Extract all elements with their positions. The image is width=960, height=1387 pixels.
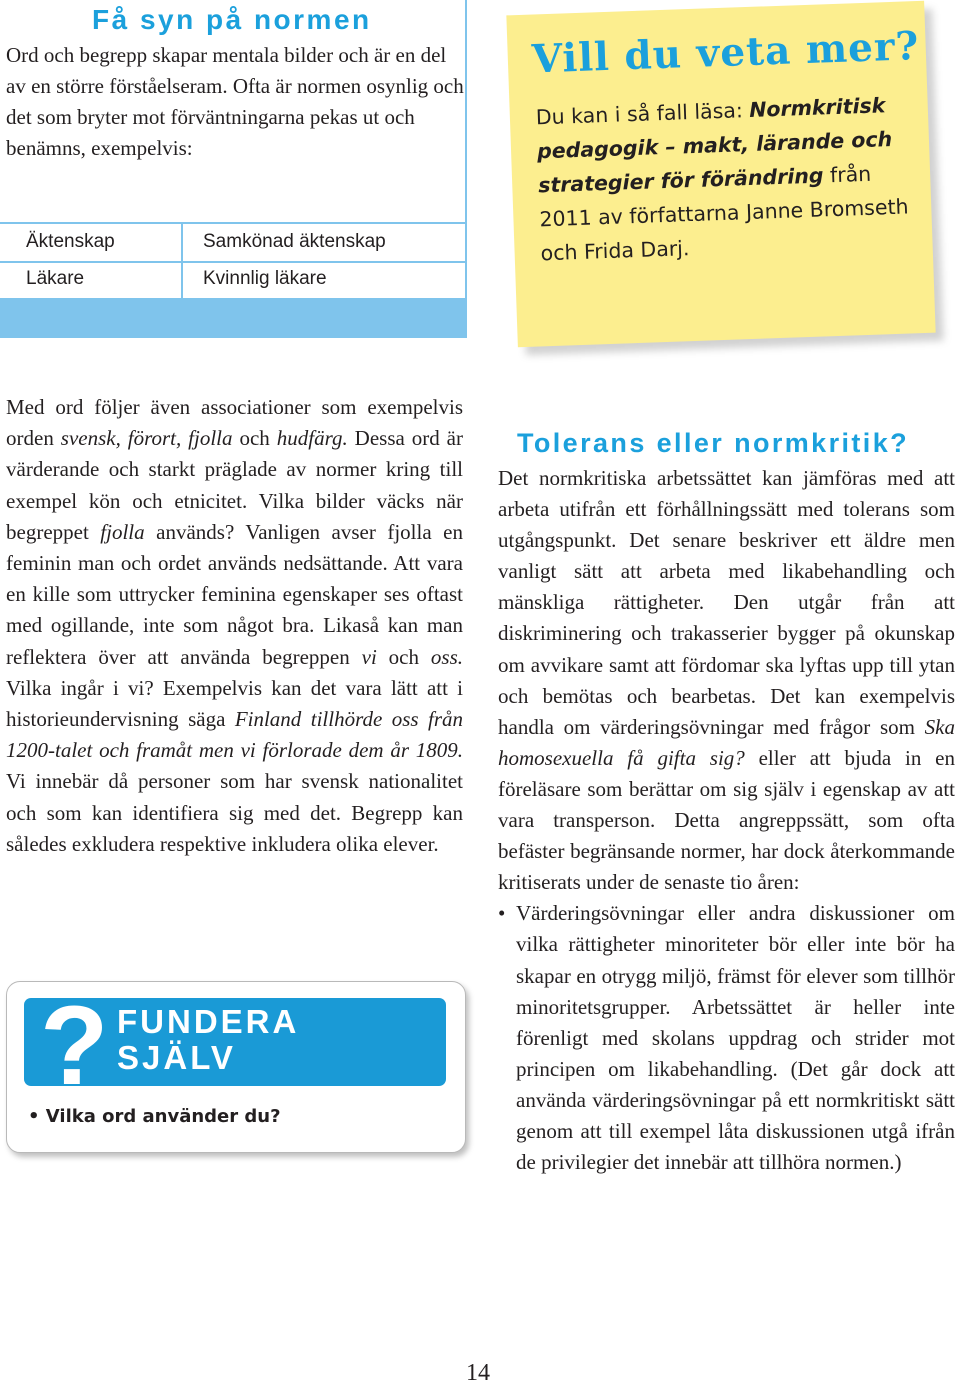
table-row	[0, 261, 465, 300]
italic-run: svensk, förort, fjolla	[60, 426, 233, 451]
text-run: Vi innebär då personer som har svensk nationalitet och som kan identifiera sig med det. Begrepp kan således exkludera respektive inkludera olika elever.	[6, 769, 463, 856]
section-title: Tolerans eller normkritik?	[517, 428, 910, 458]
italic-run: Finland tillhörde oss från 1200-talet och framåt men vi förlorade dem år 1809.	[6, 707, 463, 763]
text-run: Dessa ord är värderande och starkt präglade av normer kring till exempel kön och etnicitet. Vilka bilder väcks när begreppet	[6, 426, 463, 544]
marked-term: Kvinnlig läkare	[203, 268, 327, 289]
reflection-title-line2: SJÄLV	[117, 1039, 236, 1076]
list-item-text: Värderingsövningar eller andra diskussioner om vilka rättigheter minoriteter bör eller inte bör ha skapar en otrygg miljö, främst för elever som tillhör minoritetsgrupper. Arbetssättet är heller inte förenligt med skolans uppdrag och strider mot principen om likabehandling. (Det går dock att använda värderingsövningar på ett normkritiskt sätt genom att till exempel låta diskussionen utgå ifrån de privilegier det innebär att tillhöra normen.)	[516, 901, 955, 1175]
italic-run: vi	[361, 644, 377, 669]
blue-band	[0, 298, 465, 338]
bullet-glyph: •	[498, 901, 506, 926]
reflection-title	[117, 1004, 299, 1076]
paragraph	[498, 463, 955, 898]
note-lead: Du kan i så fall läsa:	[535, 97, 750, 130]
left-body-text	[6, 392, 463, 860]
paragraph	[6, 392, 463, 860]
italic-run: Ska homosexuella få gifta sig?	[498, 714, 955, 770]
table-row	[0, 224, 465, 263]
text-run: används? Vanligen avser fjolla en feminin man och ordet används nedsättande. Att vara en kille som uttrycker feminina egenskaper ses oftast med ogillande, inte som något bra. Likaså kan man reflektera över att använda begreppen	[6, 519, 463, 669]
reflection-question-text: Vilka ord använder du?	[45, 1106, 281, 1127]
reflection-question: • Vilka ord använder du?	[28, 1106, 281, 1127]
text-run: Med ord följer även associationer som exempelvis orden	[6, 395, 463, 451]
norm-box-intro: Ord och begrepp skapar mentala bilder och är en del av en större förståelseram. Ofta är normen osynlig och det som bryter mot förväntningarna pekas ut och benämns, exempelvis:	[6, 43, 464, 160]
text-run: Det normkritiska arbetssättet kan jämföras med att arbeta utifrån ett förhållningssätt med tolerans som utgångspunkt. Det senare beskriver ett äldre men vanligt sätt att arbeta med likabehandling och mänskliga rättigheter. Den utgår från att diskriminering och trakasserier bygger på okunskap om avvikare samt att fördomar ska lyftas upp till ytan och bemötas och bearbetas. Det kan exempelvis handla om värderingsövningar med frågor som	[498, 466, 955, 739]
text-run: och	[232, 426, 277, 451]
table-divider	[181, 222, 183, 298]
note-title: Vill du veta mer?	[531, 23, 921, 83]
note-tail: från 2011 av författarna Janne Bromseth och Frida Darj.	[539, 161, 909, 266]
note-text	[535, 87, 921, 270]
text-run: eller att bjuda in en föreläsare som berättar om sig själv i egenskap av att vara transperson. Detta angreppssätt, som ofta befäster begränsande normer, har dock återkommande kritiserats under de senaste tio åren:	[498, 745, 955, 895]
text-run: Vilka ingår i vi? Exempelvis kan det vara lätt att i historieundervisning säga	[6, 675, 463, 732]
norm-box-title: Få syn på normen	[92, 4, 372, 35]
norm-term: Läkare	[26, 268, 85, 289]
right-body-text	[498, 463, 955, 1178]
text-run: och	[376, 644, 431, 669]
marked-term: Samkönad äktenskap	[203, 231, 386, 252]
page-number: 14	[466, 1360, 490, 1386]
list-item	[498, 898, 955, 1178]
italic-run: hudfärg.	[276, 426, 348, 451]
sticky-note	[506, 1, 935, 347]
question-mark-icon: ?	[40, 983, 109, 1108]
reflection-title-line1: FUNDERA	[117, 1003, 300, 1040]
italic-run: fjolla	[100, 519, 145, 544]
norm-term: Äktenskap	[26, 231, 115, 252]
italic-run: oss.	[430, 644, 463, 669]
book-title: Normkritisk pedagogik – makt, lärande och strategier för förändring	[536, 93, 893, 198]
